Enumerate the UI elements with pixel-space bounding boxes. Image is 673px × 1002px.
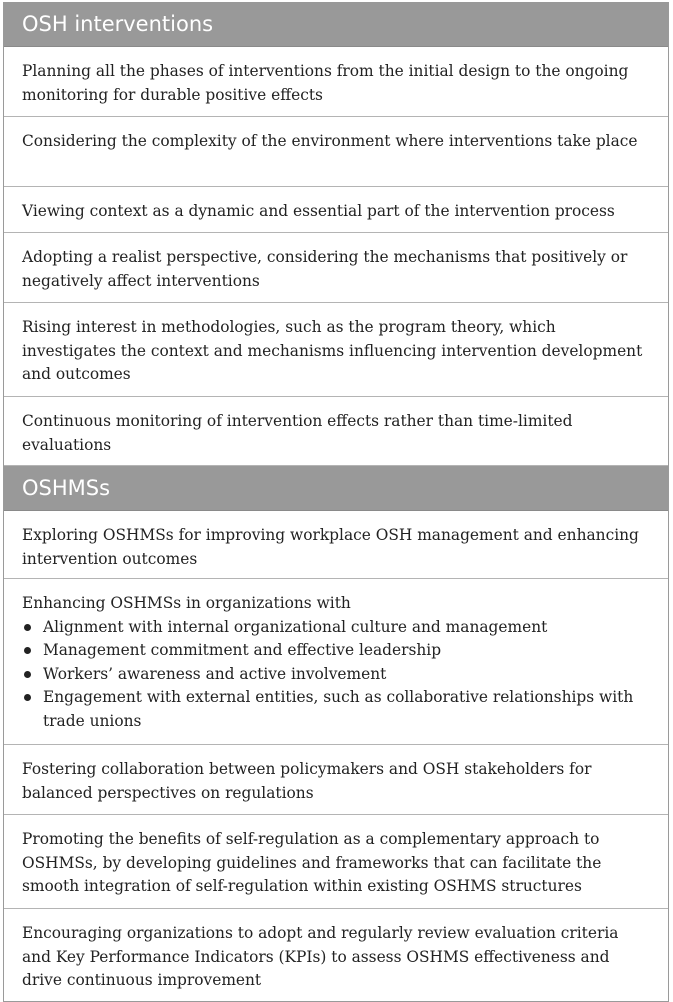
list-item-text: Engagement with external entities, such as collaborative relationships with trade unions (43, 688, 634, 730)
row-text: Exploring OSHMSs for improving workplace OSH management and enhancing intervention outcomes (22, 526, 639, 568)
row-text: Continuous monitoring of intervention effects rather than time-limited evaluations (22, 412, 573, 454)
section-header-osh-interventions (4, 2, 668, 47)
table-row (4, 303, 668, 397)
list-item (22, 663, 652, 687)
row-text: Considering the complexity of the environment where interventions take place (22, 132, 638, 150)
row-text: Planning all the phases of interventions from the initial design to the ongoing monitoring for durable positive effects (22, 62, 629, 104)
table-row (4, 47, 668, 117)
list-item (22, 686, 652, 733)
bullet-icon (24, 694, 31, 701)
table-row (4, 511, 668, 579)
row-text: Viewing context as a dynamic and essential part of the intervention process (22, 202, 615, 220)
bullet-icon (24, 671, 31, 678)
table-row (4, 579, 668, 745)
table-row (4, 397, 668, 466)
list-item (22, 616, 652, 640)
row-text: Enhancing OSHMSs in organizations with (22, 594, 351, 612)
row-text: Fostering collaboration between policymakers and OSH stakeholders for balanced perspectives on regulations (22, 760, 592, 802)
row-text: Encouraging organizations to adopt and regularly review evaluation criteria and Key Performance Indicators (KPIs) to assess OSHMS effectiveness and drive continuous improvement (22, 924, 619, 989)
bullet-icon (24, 647, 31, 654)
table-row (4, 117, 668, 187)
table-row (4, 745, 668, 815)
table-row (4, 909, 668, 1001)
section-title: OSHMSs (22, 476, 111, 500)
row-text: Adopting a realist perspective, considering the mechanisms that positively or negatively affect interventions (22, 248, 628, 290)
table-row (4, 187, 668, 233)
list-item-text: Management commitment and effective leadership (43, 641, 442, 659)
section-header-oshmss (4, 466, 668, 511)
list-item-text: Alignment with internal organizational culture and management (43, 617, 548, 636)
section-title: OSH interventions (22, 12, 214, 36)
table-row (4, 815, 668, 909)
row-text: Promoting the benefits of self-regulation as a complementary approach to OSHMSs, by developing guidelines and frameworks that can facilitate the smooth integration of self-regulation within existing OSHMS structures (22, 830, 602, 895)
list-item (22, 639, 652, 663)
row-text: Rising interest in methodologies, such as the program theory, which investigates the context and mechanisms influencing intervention development and outcomes (22, 318, 643, 383)
bullet-icon (24, 624, 31, 631)
bullet-list (22, 616, 652, 734)
table-row (4, 233, 668, 303)
recommendations-table (3, 2, 669, 1002)
list-item-text: Workers’ awareness and active involvement (43, 664, 387, 683)
